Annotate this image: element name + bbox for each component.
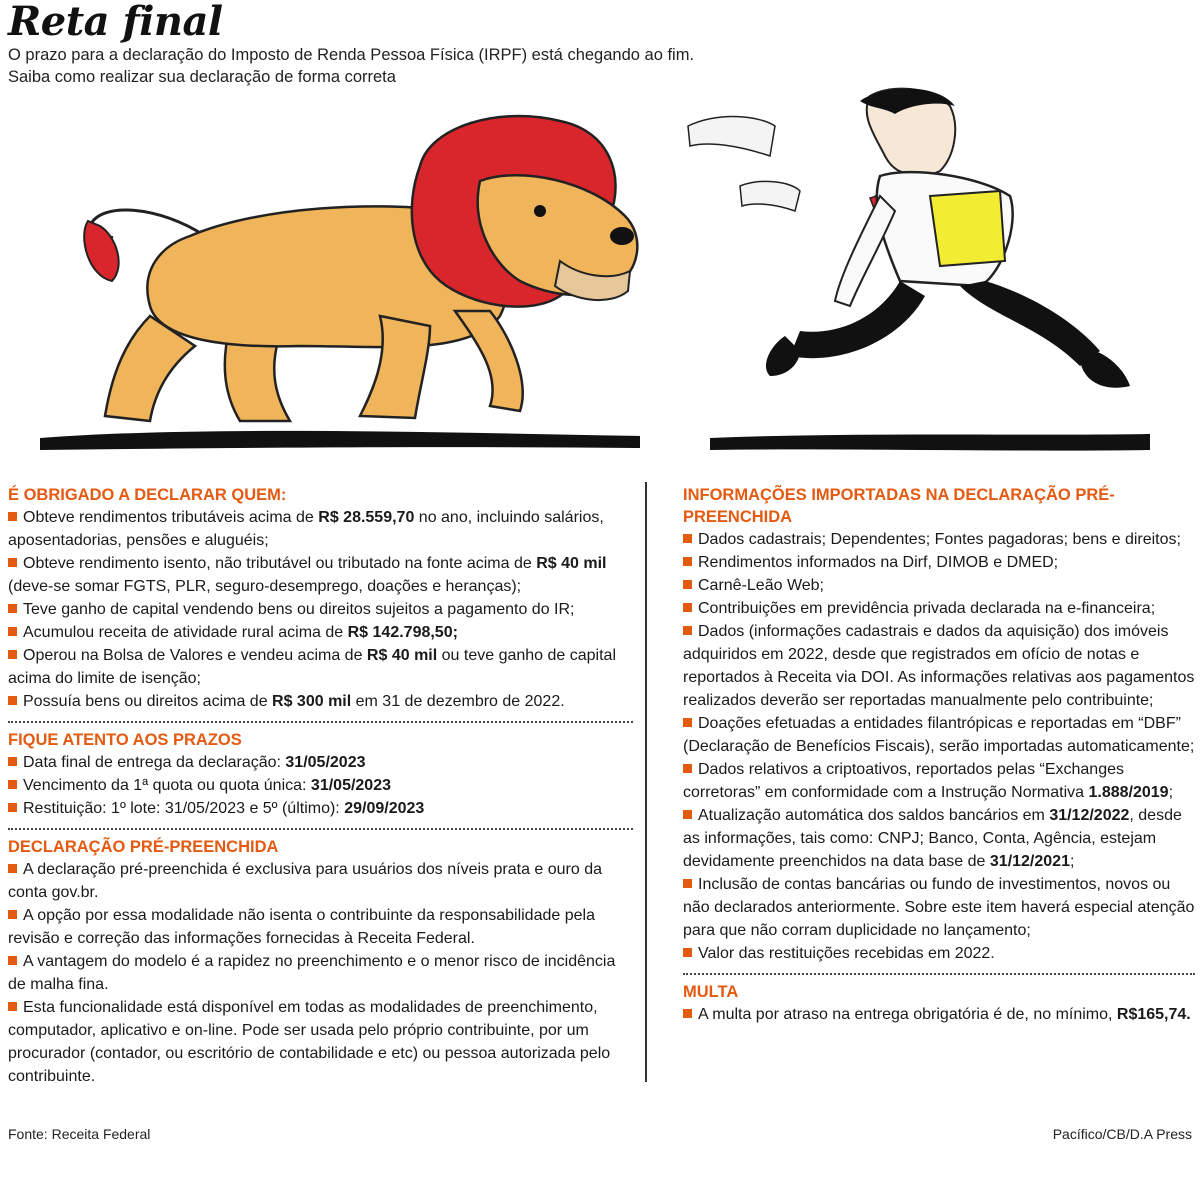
section-title-obrigado: É OBRIGADO A DECLARAR QUEM: <box>8 486 287 504</box>
square-bullet-icon <box>683 764 692 773</box>
illustration-credit: Pacífico/CB/D.A Press <box>1052 1126 1192 1142</box>
page-title: Reta final <box>8 0 223 45</box>
square-bullet-icon <box>683 948 692 957</box>
square-bullet-icon <box>683 603 692 612</box>
source-credit: Fonte: Receita Federal <box>8 1126 151 1142</box>
dotted-separator <box>8 828 633 830</box>
square-bullet-icon <box>683 557 692 566</box>
dotted-separator <box>683 973 1195 975</box>
section-obrigado <box>8 484 633 713</box>
running-man-figure <box>688 89 1130 388</box>
list-item: Operou na Bolsa de Valores e vendeu acima de R$ 40 mil ou teve ganho de capital acima do limite de isenção; <box>8 647 616 687</box>
list-item: A multa por atraso na entrega obrigatória é de, no mínimo, R$165,74. <box>683 1003 1195 1026</box>
square-bullet-icon <box>683 1009 692 1018</box>
square-bullet-icon <box>8 780 17 789</box>
list-item: Dados (informações cadastrais e dados da aquisição) dos imóveis adquiridos em 2022, desde que registrados em ofício de notas e reportados à Receita via DOI. As informações relativas aos pagamentos realizados deverão ser reportadas manualmente pelo contribuinte; <box>683 623 1195 709</box>
section-preenchida <box>8 836 633 1088</box>
section-title-prazos: FIQUE ATENTO AOS PRAZOS <box>8 731 242 749</box>
square-bullet-icon <box>8 558 17 567</box>
subtitle-line-1: O prazo para a declaração do Imposto de Renda Pessoa Física (IRPF) está chegando ao fim. <box>8 46 695 64</box>
square-bullet-icon <box>8 803 17 812</box>
square-bullet-icon <box>683 810 692 819</box>
list-item: Atualização automática dos saldos bancários em 31/12/2022, desde as informações, tais como: CNPJ; Banco, Conta, Agência, estejam devidamente preenchidos na data base de 31/12/2021; <box>683 807 1182 870</box>
list-item: A opção por essa modalidade não isenta o contribuinte da responsabilidade pela revisão e correção das informações fornecidas à Receita Federal. <box>8 907 595 947</box>
section-title-multa: MULTA <box>683 983 739 1001</box>
square-bullet-icon <box>8 956 17 965</box>
square-bullet-icon <box>683 626 692 635</box>
square-bullet-icon <box>8 627 17 636</box>
square-bullet-icon <box>683 879 692 888</box>
square-bullet-icon <box>8 512 17 521</box>
square-bullet-icon <box>683 580 692 589</box>
list-item: Carnê-Leão Web; <box>683 574 1195 597</box>
square-bullet-icon <box>8 910 17 919</box>
left-column <box>8 484 633 1088</box>
list-item: A vantagem do modelo é a rapidez no preenchimento e o menor risco de incidência de malha fina. <box>8 953 616 993</box>
list-item: Vencimento da 1ª quota ou quota única: 31/05/2023 <box>8 774 633 797</box>
list-item: Obteve rendimentos tributáveis acima de R$ 28.559,70 no ano, incluindo salários, aposentadorias, pensões e aluguéis; <box>8 509 604 549</box>
ground-stroke-right <box>710 434 1150 451</box>
section-title-importadas: INFORMAÇÕES IMPORTADAS NA DECLARAÇÃO PRÉ-PREENCHIDA <box>683 486 1115 526</box>
section-multa <box>683 981 1195 1026</box>
list-item: Acumulou receita de atividade rural acima de R$ 142.798,50; <box>8 621 633 644</box>
section-title-preenchida: DECLARAÇÃO PRÉ-PREENCHIDA <box>8 838 279 856</box>
list-item: Obteve rendimento isento, não tributável ou tributado na fonte acima de R$ 40 mil (deve-se somar FGTS, PLR, seguro-desemprego, doações e heranças); <box>8 555 607 595</box>
square-bullet-icon <box>8 650 17 659</box>
list-item: Inclusão de contas bancárias ou fundo de investimentos, novos ou não declarados anteriormente. Sobre este item haverá especial atenção para que não corram duplicidade no lançamento; <box>683 876 1195 939</box>
list-item: Contribuições em previdência privada declarada na e-financeira; <box>683 597 1195 620</box>
list-item: Possuía bens ou direitos acima de R$ 300 mil em 31 de dezembro de 2022. <box>8 690 633 713</box>
list-item: Esta funcionalidade está disponível em todas as modalidades de preenchimento, computador, aplicativo e on-line. Pode ser usada pelo próprio contribuinte, por um procurador (contador, ou escritório de contabilidade e etc) ou pessoa autorizada pelo contribuinte. <box>8 999 611 1085</box>
page-subtitle <box>8 44 708 88</box>
list-item: Dados relativos a criptoativos, reportados pelas “Exchanges corretoras” em conformidade com a Instrução Normativa 1.888/2019; <box>683 761 1174 801</box>
square-bullet-icon <box>8 757 17 766</box>
section-importadas <box>683 484 1195 965</box>
column-divider <box>645 482 647 1082</box>
square-bullet-icon <box>8 1002 17 1011</box>
lion-figure <box>84 116 637 421</box>
square-bullet-icon <box>8 864 17 873</box>
ground-stroke-left <box>40 431 640 450</box>
subtitle-line-2: Saiba como realizar sua declaração de forma correta <box>8 68 396 86</box>
list-item: Teve ganho de capital vendendo bens ou direitos sujeitos a pagamento do IR; <box>8 598 633 621</box>
section-prazos <box>8 729 633 820</box>
square-bullet-icon <box>8 696 17 705</box>
dotted-separator <box>8 721 633 723</box>
illustration-lion-chasing-man <box>0 86 1200 486</box>
square-bullet-icon <box>8 604 17 613</box>
list-item: Rendimentos informados na Dirf, DIMOB e DMED; <box>683 551 1195 574</box>
list-item: Dados cadastrais; Dependentes; Fontes pagadoras; bens e direitos; <box>683 528 1195 551</box>
list-item: Data final de entrega da declaração: 31/05/2023 <box>8 751 633 774</box>
right-column <box>683 484 1195 1026</box>
list-item: Valor das restituições recebidas em 2022. <box>683 942 1195 965</box>
square-bullet-icon <box>683 718 692 727</box>
list-item: Restituição: 1º lote: 31/05/2023 e 5º (último): 29/09/2023 <box>8 797 633 820</box>
square-bullet-icon <box>683 534 692 543</box>
list-item: Doações efetuadas a entidades filantrópicas e reportadas em “DBF” (Declaração de Benefícios Fiscais), serão importadas automaticamente; <box>683 715 1195 755</box>
list-item: A declaração pré-preenchida é exclusiva para usuários dos níveis prata e ouro da conta gov.br. <box>8 861 603 901</box>
